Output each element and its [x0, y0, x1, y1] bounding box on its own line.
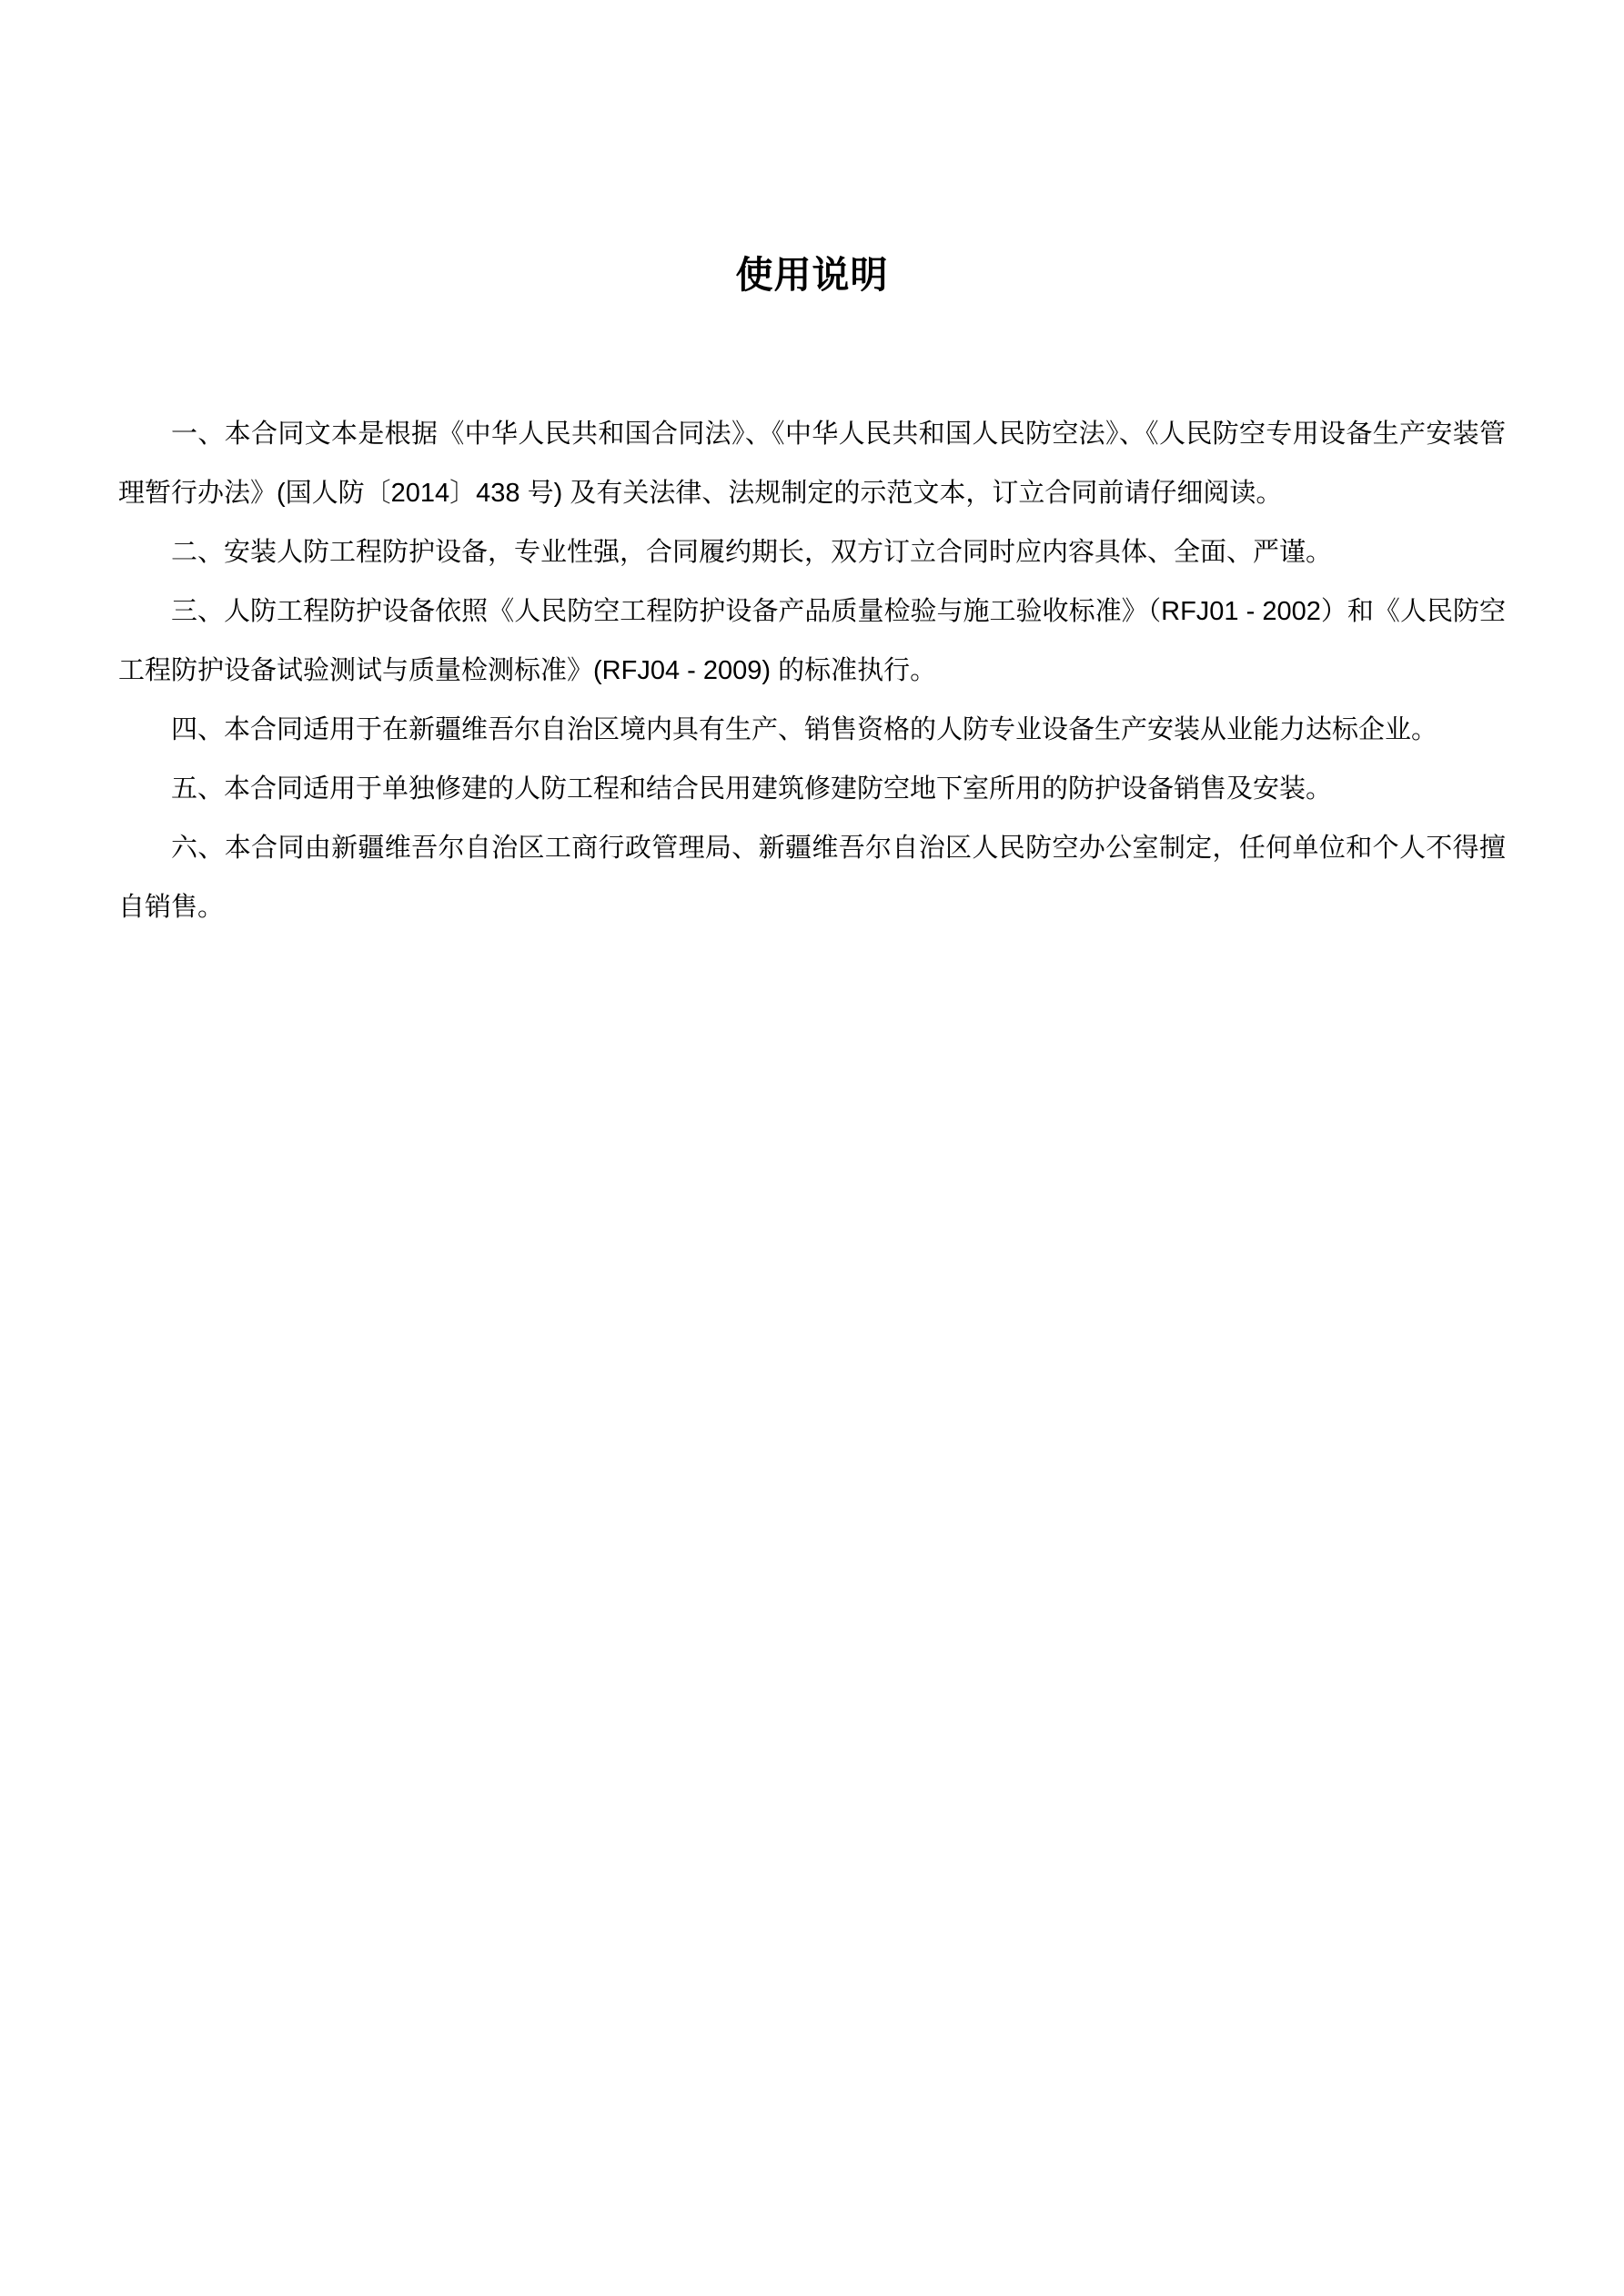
instruction-paragraph-3: 三、人防工程防护设备依照《人民防空工程防护设备产品质量检验与施工验收标准》（RFJ01 - 2002）和《人民防空工程防护设备试验测试与质量检测标准》(RFJ04 - 2009) 的标准执行。	[118, 597, 1506, 686]
document-content	[118, 0, 1506, 937]
instruction-paragraph-1: 一、本合同文本是根据《中华人民共和国合同法》、《中华人民共和国人民防空法》、《人民防空专用设备生产安装管理暂行办法》(国人防〔2014〕438 号) 及有关法律、法规制定的示范文本，订立合同前请仔细阅读。	[118, 420, 1506, 509]
instruction-paragraph-5: 五、本合同适用于单独修建的人防工程和结合民用建筑修建防空地下室所用的防护设备销售及安装。	[171, 774, 1333, 804]
instruction-paragraph-2: 二、安装人防工程防护设备，专业性强，合同履约期长，双方订立合同时应内容具体、全面、严谨。	[171, 538, 1333, 568]
page-title: 使用说明	[735, 254, 889, 296]
instructions-body	[118, 405, 1506, 937]
instruction-paragraph-4: 四、本合同适用于在新疆维吾尔自治区境内具有生产、销售资格的人防专业设备生产安装从业能力达标企业。	[171, 715, 1438, 745]
instruction-paragraph-6: 六、本合同由新疆维吾尔自治区工商行政管理局、新疆维吾尔自治区人民防空办公室制定，任何单位和个人不得擅自销售。	[118, 834, 1506, 923]
